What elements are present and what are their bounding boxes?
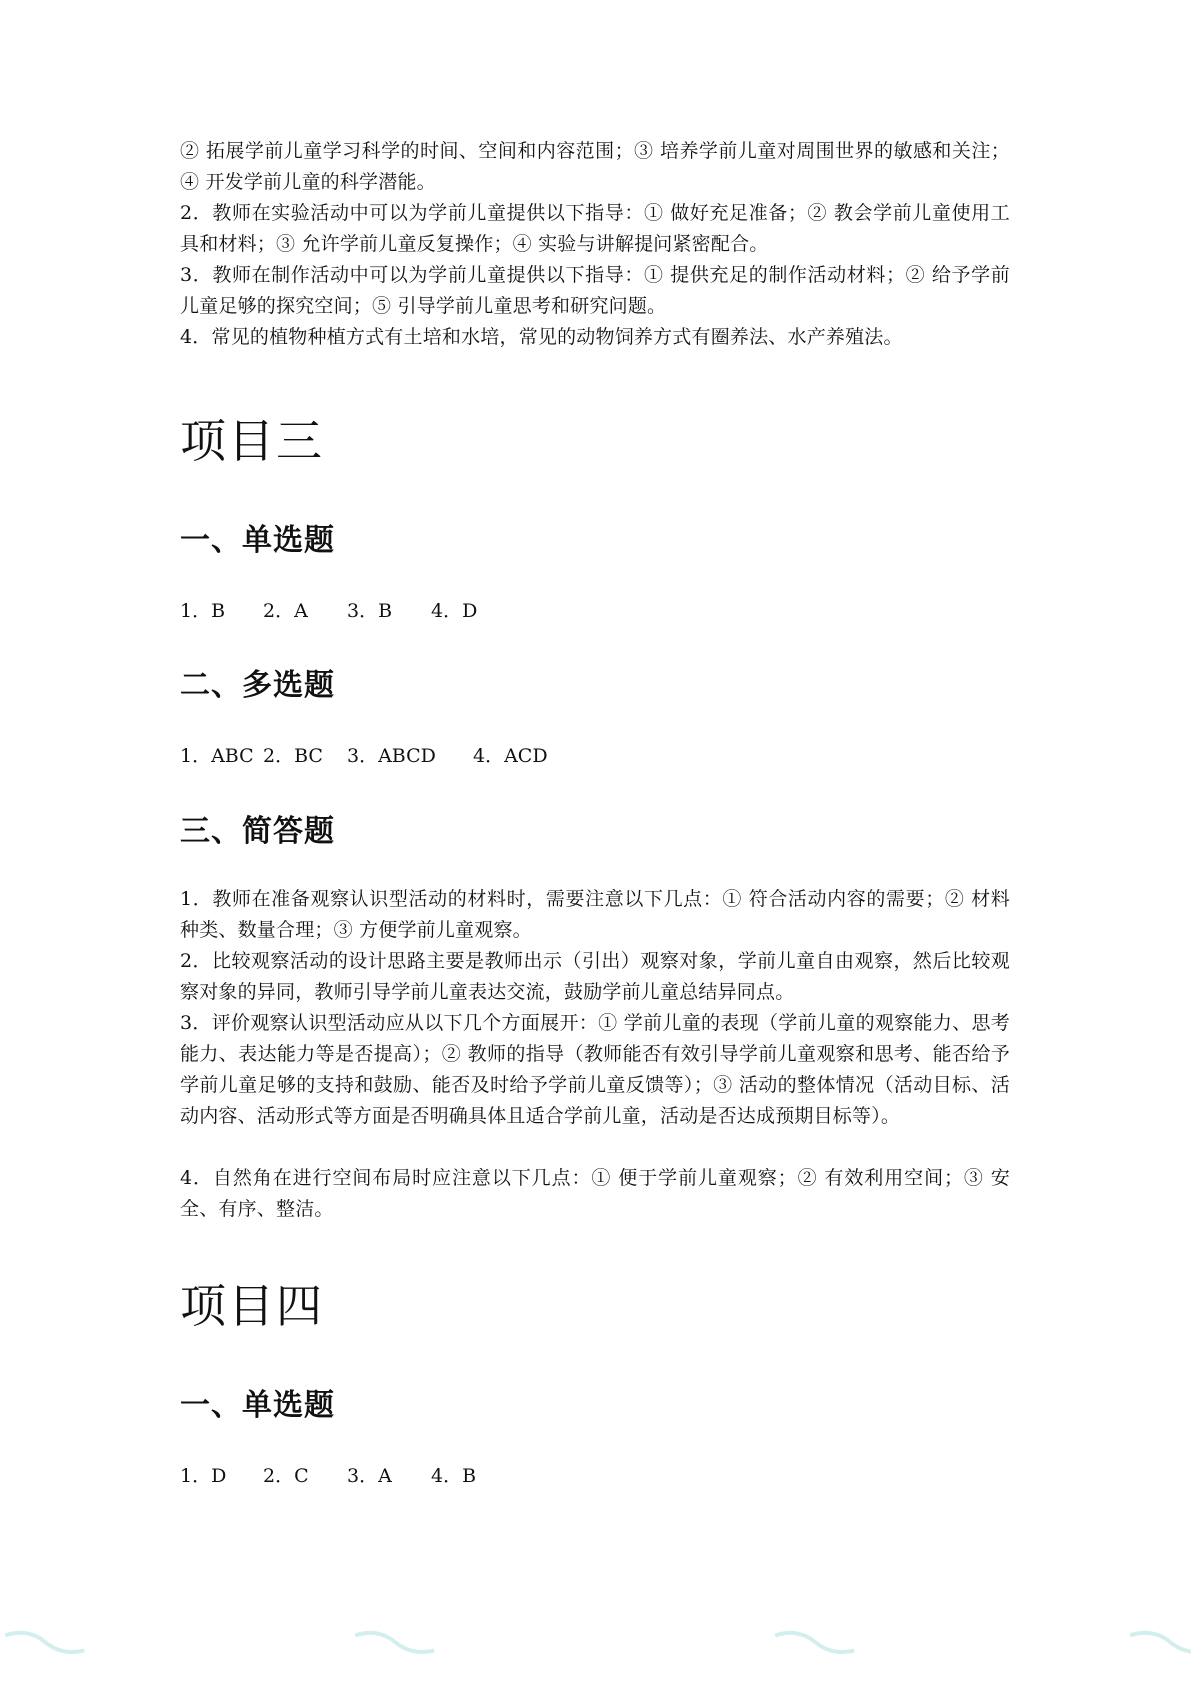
answer-item: 3．B: [347, 600, 393, 622]
project3-multi-choice-heading: 二、多选题: [180, 668, 335, 703]
project3-single-choice-heading: 一、单选题: [180, 523, 335, 558]
answer-item: 1．ABC: [180, 745, 254, 767]
answer-item: 4．D: [431, 600, 478, 622]
answer-item: 4．ACD: [473, 745, 548, 767]
intro-paragraph-4: 4．常见的植物种植方式有土培和水培，常见的动物饲养方式有圈养法、水产养殖法。: [180, 326, 903, 348]
intro-paragraph-1: ② 拓展学前儿童学习科学的时间、空间和内容范围；③ 培养学前儿童对周围世界的敏感和关注；④ 开发学前儿童的科学潜能。: [180, 140, 1010, 193]
watermark-logo-icon: [1123, 1617, 1191, 1668]
short-answer-paragraph-2: 2．比较观察活动的设计思路主要是教师出示（引出）观察对象，学前儿童自由观察，然后比较观察对象的异同，教师引导学前儿童表达交流，鼓励学前儿童总结异同点。: [180, 950, 1010, 1003]
answer-item: 3．ABCD: [347, 745, 436, 767]
watermark-logo-icon: [768, 1617, 861, 1668]
short-answer-paragraph-3: 3．评价观察认识型活动应从以下几个方面展开：① 学前儿童的表现（学前儿童的观察能力、思考能力、表达能力等是否提高）；② 教师的指导（教师能否有效引导学前儿童观察和思考、能否给予学前儿童足够的支持和鼓励、能否及时给予学前儿童反馈等）；③ 活动的整体情况（活动目标、活动内容、活动形式等方面是否明确具体且适合学前儿童，活动是否达成预期目标等）。: [180, 1012, 1010, 1127]
intro-paragraph-2: 2．教师在实验活动中可以为学前儿童提供以下指导：① 做好充足准备；② 教会学前儿童使用工具和材料；③ 允许学前儿童反复操作；④ 实验与讲解提问紧密配合。: [180, 202, 1010, 255]
short-answer-paragraph-4: 4．自然角在进行空间布局时应注意以下几点：① 便于学前儿童观察；② 有效利用空间；③ 安全、有序、整洁。: [180, 1167, 1010, 1220]
intro-paragraph-3: 3．教师在制作活动中可以为学前儿童提供以下指导：① 提供充足的制作活动材料；② 给予学前儿童足够的探究空间；⑤ 引导学前儿童思考和研究问题。: [180, 264, 1010, 317]
project4-single-choice-answers: [180, 1461, 476, 1488]
answer-item: 1．B: [180, 600, 226, 622]
watermark-logo-icon: [0, 1617, 92, 1668]
answer-item: 2．A: [263, 600, 308, 622]
project3-short-answer-heading: 三、简答题: [180, 814, 335, 849]
answer-item: 3．A: [347, 1465, 392, 1487]
answer-item: 1．D: [180, 1465, 227, 1487]
project3-multi-choice-answers: [180, 741, 548, 768]
answer-item: 2．C: [263, 1465, 309, 1487]
project3-single-choice-answers: [180, 596, 477, 623]
project4-single-choice-heading: 一、单选题: [180, 1388, 335, 1423]
project4-title: 项目四: [180, 1279, 324, 1333]
answer-item: 4．B: [431, 1465, 477, 1487]
watermark-logo-icon: [348, 1617, 441, 1668]
answer-item: 2．BC: [263, 745, 323, 767]
short-answer-paragraph-1: 1．教师在准备观察认识型活动的材料时，需要注意以下几点：① 符合活动内容的需要；② 材料种类、数量合理；③ 方便学前儿童观察。: [180, 888, 1010, 941]
project3-title: 项目三: [180, 414, 324, 468]
